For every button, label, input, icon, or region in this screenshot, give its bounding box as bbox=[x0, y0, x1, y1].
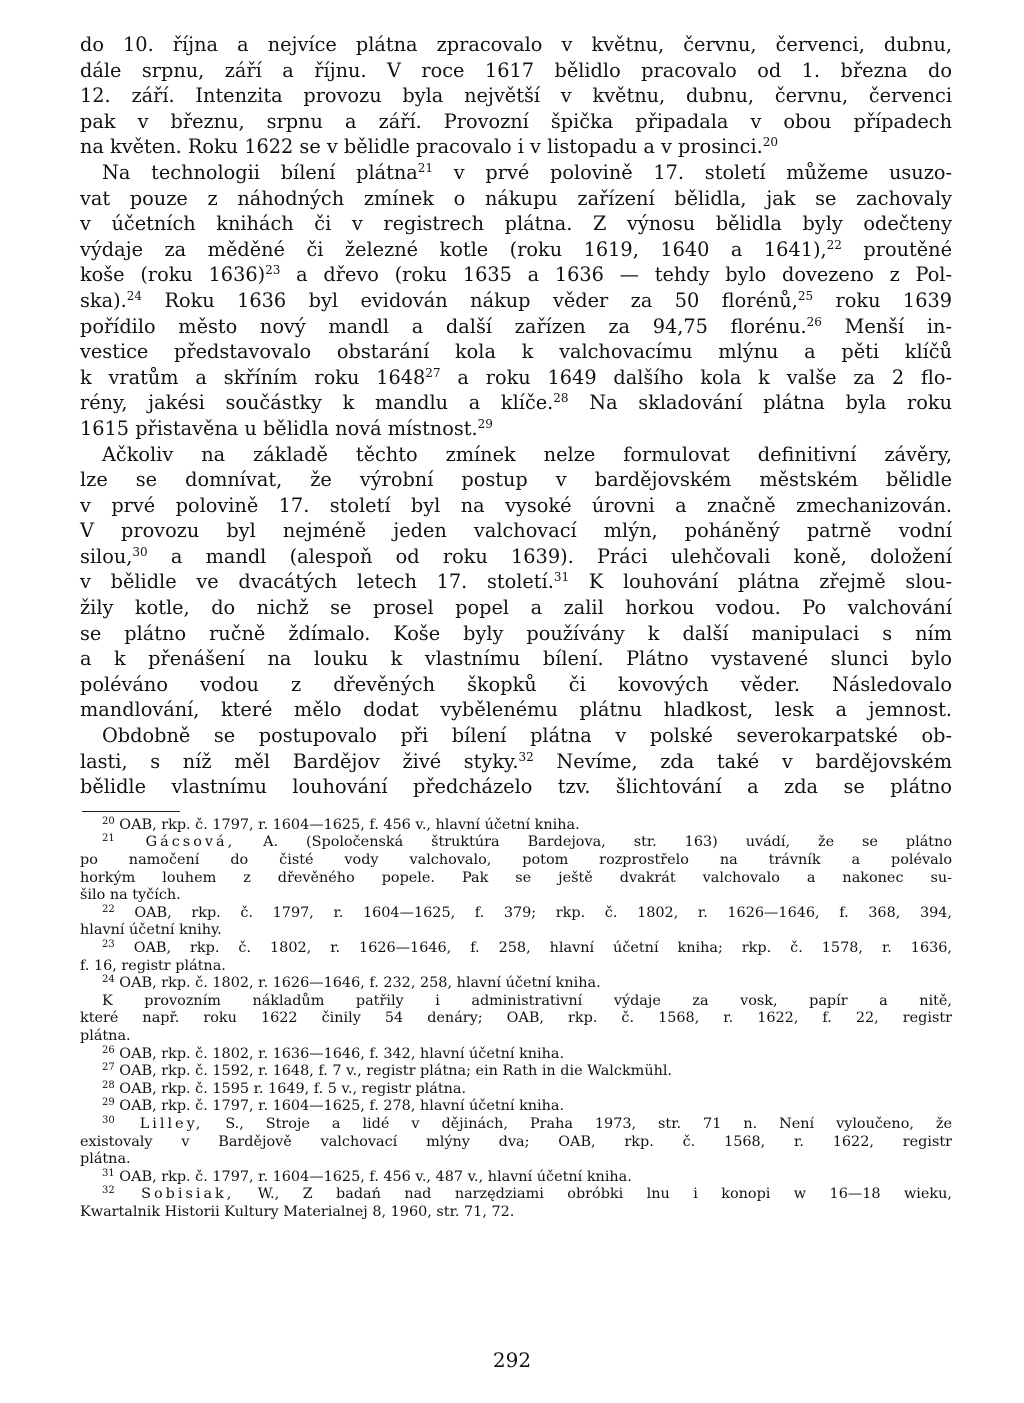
line-text: roku 1639 bbox=[813, 288, 952, 312]
footnote-line bbox=[80, 1028, 952, 1046]
footnote-number: 30 bbox=[102, 1114, 115, 1126]
text-line bbox=[80, 211, 952, 237]
line-text: žily kotle, do nichž se prosel popel a zalil horkou vodou. Po valchování bbox=[80, 596, 952, 620]
footnote-line bbox=[80, 1134, 952, 1152]
line-text: silou, bbox=[80, 544, 133, 568]
line-text: OAB, rkp. č. 1802, r. 1626—1646, f. 258, hlavní účetní kniha; rkp. č. 1578, r. 1636, bbox=[114, 939, 952, 956]
footnote-ref: 28 bbox=[553, 391, 569, 406]
text-line bbox=[80, 595, 952, 621]
line-text: Obdobně se postupovalo při bílení plátna v polské severokarpatské ob- bbox=[102, 724, 952, 748]
line-text: OAB, rkp. č. 1592, r. 1648, f. 7 v., registr plátna; ein Rath in die Walckmühl. bbox=[114, 1063, 673, 1080]
footnote-line bbox=[80, 940, 952, 958]
author-name: Lilley, bbox=[114, 1115, 204, 1132]
text-line bbox=[80, 109, 952, 135]
footnote-ref: 24 bbox=[126, 288, 143, 303]
line-text: OAB, rkp. č. 1802, r. 1636—1646, f. 342, hlavní účetní kniha. bbox=[114, 1045, 565, 1062]
footnote-line bbox=[80, 922, 952, 940]
line-text: bělidle vlastnímu louhování předcházelo tzv. šlichtování a zda se plátno bbox=[80, 775, 952, 799]
footnote-number: 29 bbox=[102, 1097, 115, 1109]
line-text: vestice představovalo obstarání kola k valchovacímu mlýnu a pěti klíčů bbox=[80, 340, 952, 364]
line-text: OAB, rkp. č. 1797, r. 1604—1625, f. 278, hlavní účetní kniha. bbox=[114, 1098, 565, 1115]
footnote-separator bbox=[82, 811, 180, 812]
footnote-line bbox=[80, 887, 952, 905]
line-text: horkým louhem z dřevěného popele. Pak se ještě dvakrát valchovalo a nakonec su- bbox=[80, 869, 952, 886]
text-line bbox=[80, 416, 952, 442]
text-line bbox=[80, 32, 952, 58]
author-name: Sobisiak, bbox=[114, 1186, 235, 1203]
line-text: které např. roku 1622 činily 54 denáry; OAB, rkp. č. 1568, r. 1622, f. 22, registr bbox=[80, 1010, 952, 1027]
footnote-number: 21 bbox=[102, 833, 115, 845]
text-line bbox=[80, 723, 952, 749]
line-text: po namočení do čisté vody valchovalo, potom rozprostřelo na trávník a polévalo bbox=[80, 852, 952, 868]
footnote-number: 22 bbox=[102, 903, 115, 915]
line-text: 1615 přistavěna u bělidla nová místnost. bbox=[80, 416, 478, 440]
line-text: K provozním nákladům patřily i administrativní výdaje za vosk, papír a nitě, bbox=[102, 992, 952, 1009]
footnote-number: 28 bbox=[102, 1079, 115, 1091]
line-text: a k přenášení na louku k vlastnímu bílení. Plátno vystavené slunci bylo bbox=[80, 647, 952, 671]
line-text: a roku 1649 dalšího kola k valše za 2 flo- bbox=[440, 365, 952, 389]
line-text: pak v březnu, srpnu a září. Provozní špička připadala v obou případech bbox=[80, 109, 952, 133]
line-text: OAB, rkp. č. 1595 r. 1649, f. 5 v., registr plátna. bbox=[114, 1080, 467, 1097]
footnote-line bbox=[80, 1010, 952, 1028]
line-text: plátna. bbox=[80, 1151, 131, 1168]
footnote-line bbox=[80, 870, 952, 888]
line-text: Menší in- bbox=[821, 314, 952, 338]
footnote-line bbox=[80, 975, 952, 993]
text-line bbox=[80, 672, 952, 698]
footnote-line bbox=[80, 1046, 952, 1064]
footnote-line bbox=[80, 1081, 952, 1099]
line-text: koše (roku 1636) bbox=[80, 263, 266, 287]
footnote-ref: 20 bbox=[762, 135, 779, 150]
footnote-ref: 30 bbox=[132, 544, 148, 559]
line-text: lasti, s níž měl Bardějov živé styky. bbox=[80, 749, 519, 773]
text-line bbox=[80, 569, 952, 595]
body-text bbox=[80, 32, 952, 800]
line-text: výdaje za měděné či železné kotle (roku 1619, 1640 a 1641), bbox=[80, 237, 827, 261]
text-line bbox=[80, 58, 952, 84]
line-text: 12. září. Intenzita provozu byla největší v květnu, dubnu, červnu, červenci bbox=[80, 84, 952, 108]
footnote-line bbox=[80, 993, 952, 1011]
text-line bbox=[80, 134, 952, 160]
footnote-number: 27 bbox=[102, 1062, 115, 1074]
line-text: ska). bbox=[80, 288, 127, 312]
text-line bbox=[80, 365, 952, 391]
page bbox=[80, 32, 952, 1221]
line-text: v bělidle ve dvacátých letech 17. století. bbox=[80, 570, 554, 594]
line-text: šilo na tyčích. bbox=[80, 887, 181, 904]
footnote-ref: 21 bbox=[417, 160, 434, 175]
text-line bbox=[80, 749, 952, 775]
line-text: plátna. bbox=[80, 1027, 131, 1044]
text-line bbox=[80, 697, 952, 723]
line-text: W., Z badań nad narzędziami obróbki lnu i konopi w 16—18 wieku, bbox=[234, 1186, 952, 1203]
line-text: OAB, rkp. č. 1802, r. 1626—1646, f. 232, 258, hlavní účetní kniha. bbox=[114, 975, 601, 992]
line-text: hlavní účetní knihy. bbox=[80, 922, 222, 939]
footnote-number: 24 bbox=[102, 974, 115, 986]
line-text: Roku 1636 byl evidován nákup věder za 50 florénů, bbox=[142, 288, 798, 312]
line-text: do 10. října a nejvíce plátna zpracovalo v květnu, červnu, červenci, dubnu, bbox=[80, 33, 952, 56]
line-text: Na technologii bílení plátna bbox=[102, 160, 418, 184]
footnote-ref: 29 bbox=[477, 416, 493, 431]
line-text: v účetních knihách či v registrech plátna. Z výnosu bělidla byly odečteny bbox=[80, 212, 952, 236]
text-line bbox=[80, 288, 952, 314]
text-line bbox=[80, 467, 952, 493]
text-line bbox=[80, 544, 952, 570]
text-line bbox=[80, 314, 952, 340]
line-text: k vratům a skříním roku 1648 bbox=[80, 365, 426, 389]
line-text: vat pouze z náhodných zmínek o nákupu zařízení bělidla, jak se zachovaly bbox=[80, 186, 952, 210]
footnote-ref: 22 bbox=[826, 237, 842, 252]
line-text: V provozu byl nejméně jeden valchovací mlýn, poháněný patrně vodní bbox=[80, 519, 952, 543]
line-text: v prvé polovině 17. století byl na vysoké úrovni a značně zmechanizován. bbox=[80, 493, 952, 517]
footnote-ref: 26 bbox=[806, 314, 822, 329]
footnote-ref: 25 bbox=[797, 288, 814, 303]
footnote-ref: 23 bbox=[265, 263, 281, 278]
text-line bbox=[80, 262, 952, 288]
footnote-line bbox=[80, 1116, 952, 1134]
line-text: se plátno ručně ždímalo. Koše byly používány k další manipulaci s ním bbox=[80, 621, 952, 645]
text-line bbox=[80, 186, 952, 212]
footnote-number: 32 bbox=[102, 1185, 115, 1197]
footnote-line bbox=[80, 817, 952, 835]
footnote-line bbox=[80, 834, 952, 852]
footnote-ref: 32 bbox=[518, 749, 534, 764]
line-text: OAB, rkp. č. 1797, r. 1604—1625, f. 456 v., hlavní účetní kniha. bbox=[114, 816, 580, 833]
text-line bbox=[80, 83, 952, 109]
text-line bbox=[80, 390, 952, 416]
footnote-line bbox=[80, 905, 952, 923]
text-line bbox=[80, 339, 952, 365]
footnote-ref: 27 bbox=[425, 365, 441, 380]
footnote-line bbox=[80, 1169, 952, 1187]
line-text: Na skladování plátna byla roku bbox=[568, 391, 952, 415]
line-text: a dřevo (roku 1635 a 1636 — tehdy bylo dovezeno z Pol- bbox=[280, 263, 952, 287]
line-text: Nevíme, zda také v bardějovském bbox=[533, 749, 952, 773]
line-text: v prvé polovině 17. století můžeme usuzo- bbox=[433, 160, 952, 184]
line-text: Kwartalnik Historii Kultury Materialnej 8, 1960, str. 71, 72. bbox=[80, 1203, 515, 1220]
text-line bbox=[80, 493, 952, 519]
line-text: proutěné bbox=[841, 237, 952, 261]
line-text: A. (Spoločenská štruktúra Bardejova, str. 163) uvádí, že se plátno bbox=[235, 834, 953, 851]
text-line bbox=[80, 621, 952, 647]
text-line bbox=[80, 518, 952, 544]
author-name: Gácsová, bbox=[114, 834, 236, 851]
footnote-ref: 31 bbox=[553, 570, 570, 585]
page-number: 292 bbox=[492, 1348, 532, 1372]
text-line bbox=[80, 160, 952, 186]
line-text: Ačkoliv na základě těchto zmínek nelze formulovat definitivní závěry, bbox=[102, 442, 952, 466]
footnote-line bbox=[80, 1151, 952, 1169]
footnote-number: 31 bbox=[102, 1167, 115, 1179]
footnote-line bbox=[80, 1063, 952, 1081]
line-text: f. 16, registr plátna. bbox=[80, 957, 226, 974]
text-line bbox=[80, 646, 952, 672]
line-text: OAB, rkp. č. 1797, r. 1604—1625, f. 456 v., 487 v., hlavní účetní kniha. bbox=[114, 1168, 632, 1185]
line-text: rény, jakési součástky k mandlu a klíče. bbox=[80, 391, 554, 415]
footnote-number: 26 bbox=[102, 1044, 115, 1056]
text-line bbox=[80, 774, 952, 800]
line-text: a mandl (alespoň od roku 1639). Práci ulehčovali koně, doložení bbox=[147, 544, 952, 568]
line-text: S., Stroje a lidé v dějinách, Praha 1973, str. 71 n. Není vyloučeno, že bbox=[203, 1115, 953, 1132]
line-text: mandlování, které mělo dodat vybělenému plátnu hladkost, lesk a jemnost. bbox=[80, 698, 952, 722]
line-text: lze se domnívat, že výrobní postup v bardějovském městském bělidle bbox=[80, 468, 952, 492]
line-text: dále srpnu, září a říjnu. V roce 1617 bělidlo pracovalo od 1. března do bbox=[80, 58, 952, 82]
text-line bbox=[80, 237, 952, 263]
line-text: existovaly v Bardějově valchovací mlýny dva; OAB, rkp. č. 1568, r. 1622, registr bbox=[80, 1133, 952, 1150]
footnote-number: 23 bbox=[102, 938, 115, 950]
footnotes bbox=[80, 817, 952, 1222]
footnote-number: 20 bbox=[102, 815, 115, 827]
text-line bbox=[80, 442, 952, 468]
line-text: K louhování plátna zřejmě slou- bbox=[569, 570, 952, 594]
line-text: poléváno vodou z dřevěných škopků či kovových věder. Následovalo bbox=[80, 672, 952, 696]
footnote-line bbox=[80, 1186, 952, 1204]
footnote-line bbox=[80, 1204, 952, 1222]
line-text: pořídilo město nový mandl a další zařízen za 94,75 florénu. bbox=[80, 314, 807, 338]
footnote-line bbox=[80, 852, 952, 870]
line-text: OAB, rkp. č. 1797, r. 1604—1625, f. 379; rkp. č. 1802, r. 1626—1646, f. 368, 394, bbox=[114, 904, 952, 921]
footnote-line bbox=[80, 958, 952, 976]
line-text: na květen. Roku 1622 se v bělidle pracovalo i v listopadu a v prosinci. bbox=[80, 135, 763, 159]
footnote-line bbox=[80, 1098, 952, 1116]
